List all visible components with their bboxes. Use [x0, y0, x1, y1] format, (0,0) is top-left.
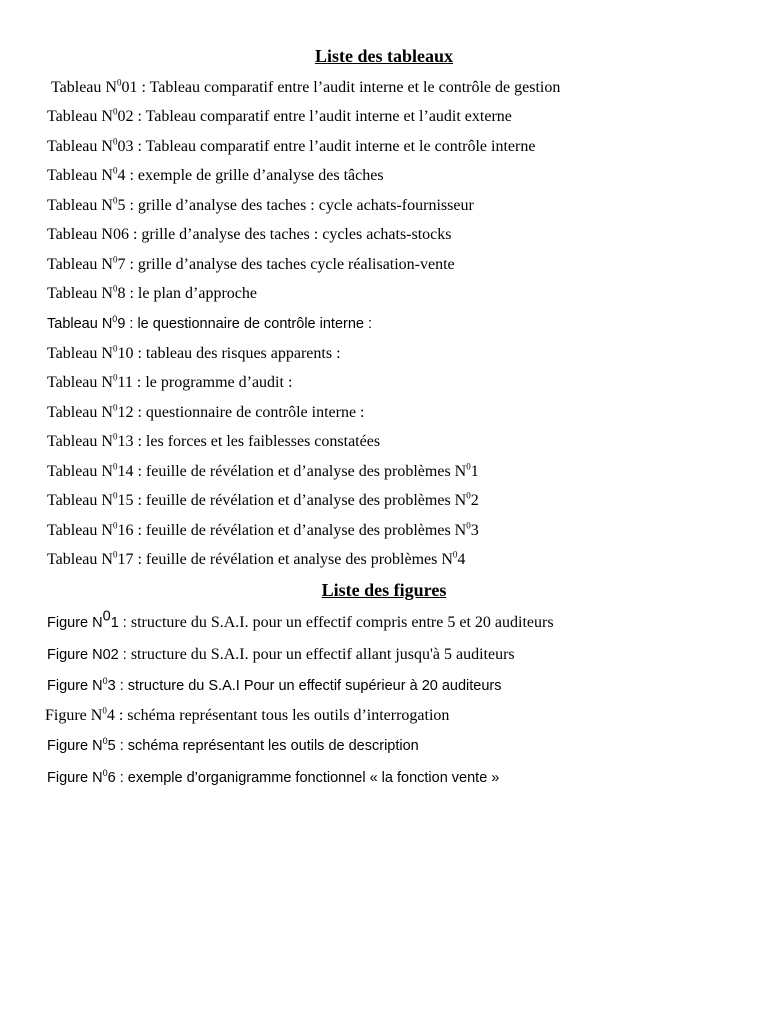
- table-entry-05: Tableau $N^05$ : grille d’analyse des taches : cycle achats-fournisseur: [47, 195, 474, 214]
- figure-entry-04: Figure $N^04$ : schéma représentant tous les outils d’interrogation: [45, 705, 450, 724]
- figure-entry-02: Figure N02 : structure du S.A.I. pour un effectif allant jusqu'à 5 auditeurs: [47, 646, 515, 663]
- table-entry-13: Tableau $N^013$ : les forces et les faiblesses constatées: [47, 431, 381, 450]
- tables-list-heading: Liste des tableaux: [314, 46, 453, 66]
- table-entry-12: Tableau $N^012$ : questionnaire de contrôle interne :: [47, 402, 365, 421]
- table-entry-16: Tableau $N^016$ : feuille de révélation et d’analyse des problèmes $N^03$: [47, 520, 479, 539]
- table-entry-09: Tableau $N^09$ : le questionnaire de contrôle interne :: [47, 314, 373, 332]
- table-entry-11: Tableau $N^011$ : le programme d’audit :: [47, 372, 293, 391]
- table-entry-04: Tableau $N^04$ : exemple de grille d’analyse des tâches: [47, 165, 384, 184]
- table-entry-02: Tableau $N^002$ : Tableau comparatif entre l’audit interne et l’audit externe: [47, 106, 512, 125]
- table-entry-07: Tableau $N^07$ : grille d’analyse des taches cycle réalisation-vente: [47, 254, 455, 273]
- table-entry-14: Tableau $N^014$ : feuille de révélation et d’analyse des problèmes $N^01$: [47, 461, 479, 480]
- table-entry-17: Tableau $N^017$ : feuille de révélation et analyse des problèmes $N^04$: [47, 549, 466, 568]
- figures-list-heading: Liste des figures: [321, 580, 447, 600]
- figure-entry-06: Figure $N^06$ : exemple d’organigramme fonctionnel « la fonction vente »: [47, 768, 500, 786]
- figure-entry-03: Figure $N^03$ : structure du S.A.I Pour un effectif supérieur à 20 auditeurs: [47, 676, 502, 694]
- table-entry-15: Tableau $N^015$ : feuille de révélation et d’analyse des problèmes $N^02$: [47, 490, 479, 509]
- table-entry-01: Tableau $N^001$ : Tableau comparatif entre l’audit interne et le contrôle de gestion: [51, 77, 561, 96]
- figure-entry-05: Figure $N^05$ : schéma représentant les outils de description: [47, 736, 419, 754]
- table-entry-03: Tableau $N^003$ : Tableau comparatif entre l’audit interne et le contrôle interne: [47, 136, 536, 155]
- table-entry-10: Tableau $N^010$ : tableau des risques apparents :: [47, 343, 341, 362]
- table-entry-08: Tableau $N^08$ : le plan d’approche: [47, 283, 257, 302]
- figure-entry-01: Figure $N^01$ : structure du S.A.I. pour un effectif compris entre 5 et 20 auditeurs: [47, 608, 554, 631]
- table-entry-06: Tableau N06 : grille d’analyse des taches : cycles achats-stocks: [47, 226, 452, 243]
